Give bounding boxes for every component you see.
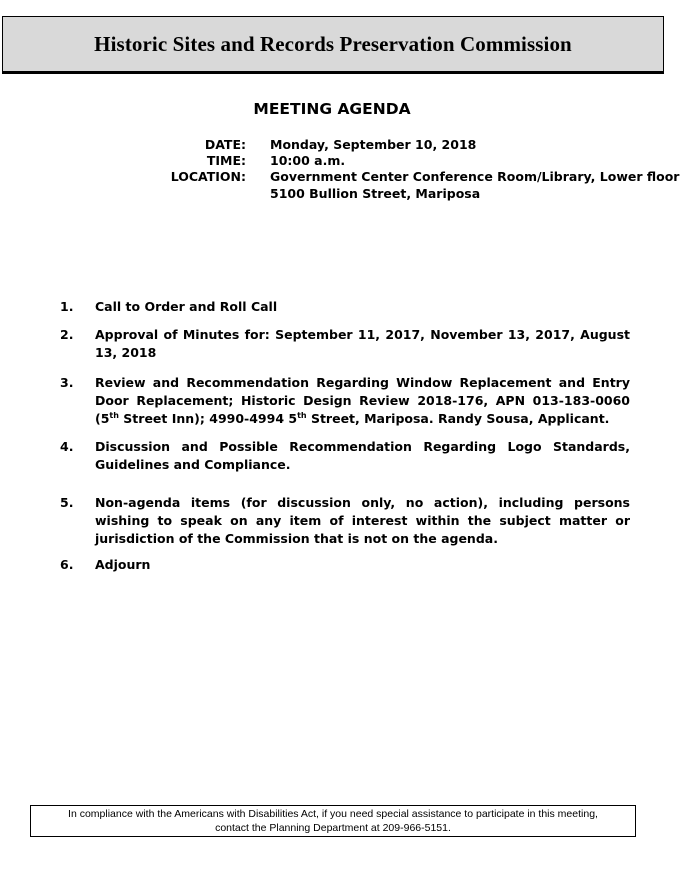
ada-compliance-notice (30, 805, 636, 837)
item-number: 6. (60, 557, 74, 572)
item-text: Approval of Minutes for: September 11, 2017, November 13, 2017, August 13, 2018 (95, 327, 630, 360)
item-number: 3. (60, 375, 74, 390)
ada-notice-line-1: In compliance with the Americans with Disabilities Act, if you need special assistance to participate in this meeting, (68, 808, 598, 820)
header-banner (2, 16, 664, 72)
item-text: Call to Order and Roll Call (95, 299, 278, 314)
item-number: 4. (60, 439, 74, 454)
item-number: 5. (60, 495, 74, 510)
agenda-heading: MEETING AGENDA (253, 100, 411, 118)
time-value: 10:00 a.m. (270, 153, 346, 168)
date-label: DATE: (204, 137, 246, 152)
time-label: TIME: (206, 153, 246, 168)
location-line-1: Government Center Conference Room/Library, Lower floor (270, 169, 680, 184)
location-label: LOCATION: (170, 169, 246, 184)
ada-notice-line-2: contact the Planning Department at 209-966-5151. (215, 822, 451, 834)
item-text: Non-agenda items (for discussion only, no action), including persons wishing to speak on any item of interest within the subject matter or jurisdiction of the Commission that is not on the agenda. (95, 495, 630, 546)
item-text: Review and Recommendation Regarding Window Replacement and Entry Door Replacement; Historic Design Review 2018-176, APN 013-183-0060 (5th Street Inn); 4990-4994 5th Street, Mariposa. Randy Sousa, Applicant. (95, 375, 630, 426)
item-text: Discussion and Possible Recommendation Regarding Logo Standards, Guidelines and Compliance. (95, 439, 630, 472)
item-number: 2. (60, 327, 74, 342)
item-text: Adjourn (95, 557, 151, 572)
date-value: Monday, September 10, 2018 (270, 137, 477, 152)
commission-title: Historic Sites and Records Preservation Commission (94, 31, 572, 56)
location-line-2: 5100 Bullion Street, Mariposa (270, 186, 481, 201)
item-number: 1. (60, 299, 74, 314)
